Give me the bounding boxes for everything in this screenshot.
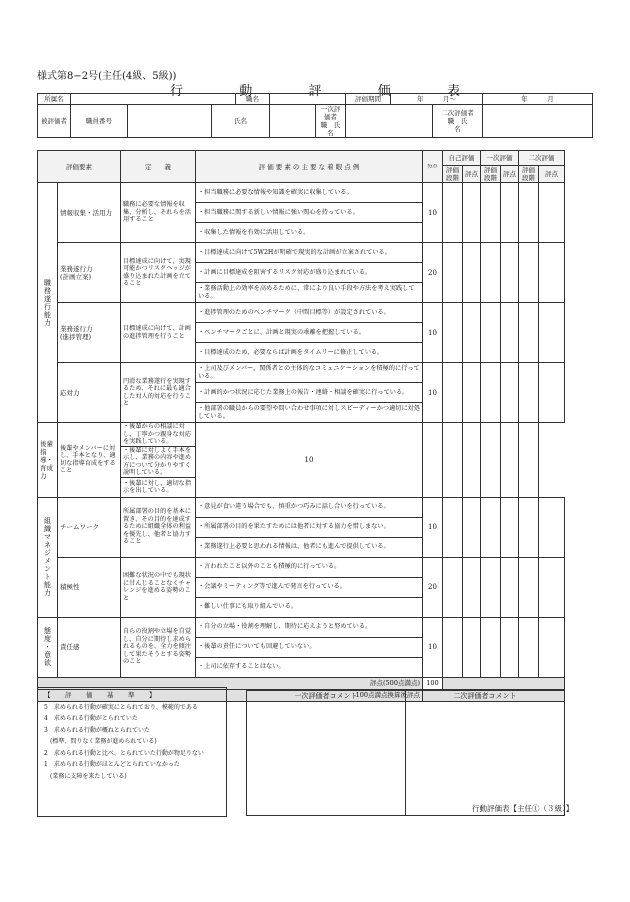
score-input[interactable] <box>519 423 539 498</box>
score-input[interactable] <box>501 303 519 363</box>
score-input[interactable] <box>501 557 519 617</box>
criteria-line: 5 求められる行動が確実にとられており、模範的である <box>44 703 198 711</box>
period-from[interactable]: 年 月〜 <box>391 94 483 105</box>
score-input[interactable] <box>463 183 481 243</box>
item-name: 業務遂行力 (計画立案) <box>58 243 121 303</box>
level-input[interactable] <box>443 617 463 677</box>
table-row <box>38 497 565 517</box>
score-input[interactable] <box>539 303 565 363</box>
staff-no-field[interactable] <box>128 105 212 138</box>
item-definition: 後輩やメンバーに対し、手本となり、適切な指導育成をすること <box>58 423 121 498</box>
focus-point: ・所属部署の目的を果たすためには他者に対する協力を惜しまない。 <box>196 517 423 537</box>
focus-point: ・担当職務に関する新しい情報に強い関心を持っている。 <box>196 203 423 223</box>
total-weight: 100 <box>423 677 443 689</box>
focus-point: ・業務活動上の効率を高めるために、常により良い手段や方法を考え実践している。 <box>196 283 423 303</box>
item-weight: 10 <box>423 363 443 423</box>
second-evaluator-label: 二次評価者 職 氏 名 <box>433 105 483 138</box>
focus-point: ・後輩の責任についても回避していない。 <box>196 637 423 657</box>
level-input[interactable] <box>481 497 501 557</box>
second-comment-label: 二次評価者コメント <box>406 691 565 702</box>
focus-point: ・進捗管理のためのベンチマーク（中間目標等）が設定されている。 <box>196 303 423 323</box>
score-input[interactable] <box>463 243 481 303</box>
col-points: 評 価 要 素 の 主 要 な 着 眼 点 例 <box>196 151 423 183</box>
focus-point: ・後輩に対し、適切な指示を出している。 <box>121 477 196 497</box>
score-input[interactable] <box>539 243 565 303</box>
title-char: 行 <box>170 84 184 99</box>
focus-point: ・他部署の職員からの要望や問い合わせ事項に対しスピーディーかつ適切に対処している。 <box>196 403 423 423</box>
item-weight: 10 <box>423 183 443 243</box>
affiliation-label: 所属名 <box>38 94 71 105</box>
item-definition: 職務に必要な情報を収集、分析し、それらを活用すること <box>121 183 196 243</box>
item-definition: 自らの役割や立場を自覚し、自分に期待し求められるものを、全力を傾注して果たそうとする姿勢のこと <box>121 617 196 677</box>
item-definition: 円滑な業務遂行を実現するため、それに最も適合した対人的対応を行うこと <box>121 363 196 423</box>
second-comment-field[interactable] <box>406 702 565 816</box>
period-to[interactable]: 年 月 <box>483 94 593 105</box>
focus-point: ・後輩に対しよく手本を示し、業務の内容や進め方について分かりやすく説明している。 <box>121 446 196 477</box>
converted-label: 100点満点換算後評点 <box>38 689 423 701</box>
item-name: 応対力 <box>58 363 121 423</box>
first-evaluator-label: 一次評価者 職 氏 名 <box>316 105 346 138</box>
score-input[interactable] <box>539 557 565 617</box>
score-input[interactable] <box>539 617 565 677</box>
level-input[interactable] <box>519 497 539 557</box>
sub-level: 評価段階 <box>519 166 539 183</box>
first-evaluator-field[interactable] <box>346 105 433 138</box>
sub-level: 評価段階 <box>481 166 501 183</box>
name-label: 氏名 <box>212 105 270 138</box>
title-char: 動 <box>239 84 253 99</box>
first-comment-field[interactable] <box>247 702 406 816</box>
level-input[interactable] <box>443 303 463 363</box>
position-field[interactable] <box>270 94 346 105</box>
focus-point: ・言われたこと以外のことも積極的に行っている。 <box>196 557 423 577</box>
score-input[interactable] <box>463 617 481 677</box>
score-input[interactable] <box>501 497 519 557</box>
score-input[interactable] <box>463 557 481 617</box>
criteria-line: (業務に支障を来たしている) <box>44 772 127 780</box>
focus-point: ・後輩からの相談に対し、丁寧かつ親身な対応を実践している。 <box>121 423 196 447</box>
score-input[interactable] <box>539 363 565 423</box>
criteria-line: (標準、問りなく業務が進められている) <box>44 738 157 745</box>
category-label: 職務遂行能力 <box>38 183 58 423</box>
table-row <box>38 243 565 263</box>
score-input[interactable] <box>463 497 481 557</box>
first-comment-label: 一次評価者コメント <box>247 691 406 702</box>
level-input[interactable] <box>443 363 463 423</box>
level-input[interactable] <box>519 183 539 243</box>
item-name: 後輩指導・育成力 <box>38 423 58 498</box>
focus-point: ・意見が食い違う場合でも、慎重かつ巧みに話し合いを行っている。 <box>196 497 423 517</box>
level-input[interactable] <box>481 617 501 677</box>
col-first: 一次評価 <box>481 151 519 166</box>
focus-point: ・上司に依存することはない。 <box>196 657 423 677</box>
sub-score: 評点 <box>463 166 481 183</box>
level-input[interactable] <box>481 243 501 303</box>
focus-point: ・計画的かつ状況に応じた業務上の報告・連絡・相談を確実に行っている。 <box>196 383 423 403</box>
evaluation-table <box>37 150 565 702</box>
focus-point: ・目標達成に向けて5W2Hが明確で現実的な計画が立案されている。 <box>196 243 423 263</box>
footer-label: 行動評価表【主任①（３級）】 <box>472 804 574 813</box>
level-input[interactable] <box>443 243 463 303</box>
focus-point: ・担当職務に必要な情報や知識を確実に収集している。 <box>196 183 423 203</box>
staff-no-label: 職員番号 <box>71 105 128 138</box>
level-input[interactable] <box>519 557 539 617</box>
item-definition: 目標達成に向けて、実現可能かつリスクヘッジが盛り込まれた計画を立てること <box>121 243 196 303</box>
item-name: 情報収集・活用力 <box>58 183 121 243</box>
table-row <box>38 557 565 577</box>
score-input[interactable] <box>501 183 519 243</box>
title-char: 評 <box>308 84 322 99</box>
sub-score: 評点 <box>539 166 565 183</box>
table-row <box>38 363 565 383</box>
table-row <box>38 423 565 447</box>
col-second: 二次評価 <box>519 151 565 166</box>
criteria-heading: 【 評 価 基 準 】 <box>44 691 160 699</box>
col-item: 評価要素 <box>38 151 121 183</box>
sub-score: 評点 <box>501 166 519 183</box>
table-row <box>38 617 565 637</box>
level-input[interactable] <box>519 243 539 303</box>
category-label: 態度・意欲 <box>38 617 58 677</box>
level-input[interactable] <box>481 557 501 617</box>
evaluatee-label: 被評価者 <box>38 105 71 138</box>
level-input[interactable] <box>481 363 501 423</box>
form-number: 様式第8−2号(主任(4級、5級)) <box>37 71 177 82</box>
level-input[interactable] <box>519 363 539 423</box>
score-input[interactable] <box>481 423 501 498</box>
score-input[interactable] <box>501 617 519 677</box>
criteria-line: 3 求められる行動が概ねとられていた <box>44 726 150 734</box>
score-input[interactable] <box>539 497 565 557</box>
item-weight: 10 <box>423 617 443 677</box>
level-input[interactable] <box>481 183 501 243</box>
item-name: 業務遂行力 (進捗管理) <box>58 303 121 363</box>
score-input[interactable] <box>539 183 565 243</box>
level-input[interactable] <box>443 497 463 557</box>
level-input[interactable] <box>423 423 443 498</box>
level-input[interactable] <box>501 423 519 498</box>
total-label: 評点(500点満点) <box>38 677 423 689</box>
category-label: 組織マネジメント能力 <box>38 497 58 617</box>
level-input[interactable] <box>519 617 539 677</box>
criteria-line: 4 求められる行動がとられていた <box>44 715 138 722</box>
score-input[interactable] <box>443 423 463 498</box>
focus-point: ・計画に目標達成を阻害するリスク対応が盛り込まれている。 <box>196 263 423 283</box>
title-char: 価 <box>377 84 391 99</box>
score-input[interactable] <box>463 363 481 423</box>
header-table <box>37 93 593 138</box>
score-input[interactable] <box>501 363 519 423</box>
focus-point: ・業務遂行上必要と思われる情報は、他者にも進んで提供している。 <box>196 537 423 557</box>
focus-point: ・上司及びメンバー、関係者との主体的なコミュニケーションを積極的に行っている。 <box>196 363 423 383</box>
focus-point: ・収集した情報を有効に活用している。 <box>196 223 423 243</box>
table-row <box>38 183 565 203</box>
total-fill <box>443 677 565 689</box>
item-name: 積極性 <box>58 557 121 617</box>
second-evaluator-field[interactable] <box>483 105 593 138</box>
col-self: 自己評価 <box>443 151 481 166</box>
sub-level: 評価段階 <box>443 166 463 183</box>
item-weight: 10 <box>196 423 423 498</box>
focus-point: ・会議やミーティング等で進んで発言を行っている。 <box>196 577 423 597</box>
criteria-box <box>37 687 227 817</box>
item-definition: 困難な状況の中でも現状に甘んじることなくチャレンジを進める姿勢のこと <box>121 557 196 617</box>
score-input[interactable] <box>463 303 481 363</box>
focus-point: ・目標達成のため、必要ならば計画をタイムリーに修正している。 <box>196 343 423 363</box>
level-input[interactable] <box>481 303 501 363</box>
comments-table <box>246 690 565 816</box>
name-field[interactable] <box>270 105 316 138</box>
focus-point: ・難しい仕事にも取り組んでいる。 <box>196 597 423 617</box>
focus-point: ・自分の立場・役割を理解し、期待に応えようと努めている。 <box>196 617 423 637</box>
criteria-line: 2 求められる行動と比べ、とられていた行動が物足りない <box>44 749 204 757</box>
position-label: 職名 <box>236 94 270 105</box>
score-input[interactable] <box>501 243 519 303</box>
item-weight: 10 <box>423 497 443 557</box>
item-name: チームワーク <box>58 497 121 557</box>
col-weight: ｳｴｲﾄ <box>423 151 443 183</box>
title-char: 表 <box>446 84 460 99</box>
col-definition: 定 義 <box>121 151 196 183</box>
item-definition: 目標達成に向けて、計画の進捗管理を行うこと <box>121 303 196 363</box>
level-input[interactable] <box>443 183 463 243</box>
criteria-line: 1 求められる行動がほとんどとられていなかった <box>44 761 180 768</box>
item-weight: 20 <box>423 557 443 617</box>
item-weight: 20 <box>423 243 443 303</box>
level-input[interactable] <box>519 303 539 363</box>
level-input[interactable] <box>463 423 481 498</box>
period-label: 評価期間 <box>346 94 391 105</box>
focus-point: ・ベンチマークごとに、計画と現実の乖離を把握している。 <box>196 323 423 343</box>
item-name: 責任感 <box>58 617 121 677</box>
table-row <box>38 303 565 323</box>
level-input[interactable] <box>443 557 463 617</box>
item-weight: 10 <box>423 303 443 363</box>
item-definition: 所属部署の目的を基本に置き、その目的を達成するために組織全体の利益を優先し、他者と協力すること <box>121 497 196 557</box>
affiliation-field[interactable] <box>71 94 236 105</box>
